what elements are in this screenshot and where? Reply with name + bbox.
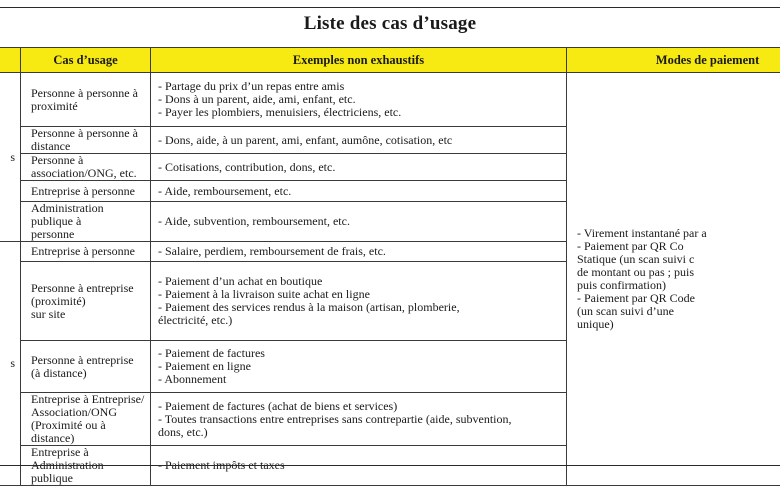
payment-modes-cell <box>567 73 780 486</box>
example-line: - Paiement en ligne <box>158 360 558 373</box>
use-case-cell <box>21 73 151 127</box>
examples-cell <box>151 154 567 181</box>
use-case-text: Administration publique <box>31 459 145 485</box>
examples-cell <box>151 341 567 393</box>
bottom-rule <box>0 465 780 466</box>
use-case-cell <box>21 262 151 341</box>
example-line: - Toutes transactions entre entreprises sans contrepartie (aide, subvention, <box>158 413 558 426</box>
use-case-cell <box>21 202 151 242</box>
use-case-text: Entreprise à personne <box>31 244 135 258</box>
top-rule <box>0 7 780 8</box>
payment-mode-line: de montant ou pas ; puis <box>577 266 780 279</box>
payment-mode-line: (un scan suivi d’une <box>577 305 780 318</box>
payment-mode-line: - Paiement par QR Code <box>577 292 780 305</box>
use-case-cell <box>21 181 151 202</box>
group-label-cell <box>0 242 21 486</box>
example-line: dons, etc.) <box>158 426 558 439</box>
use-case-text: Personne à personne à distance <box>31 126 138 153</box>
group-label: s <box>10 150 15 164</box>
payment-mode-line: Statique (un scan suivi c <box>577 253 780 266</box>
payment-mode-line: - Virement instantané par a <box>577 227 780 240</box>
page-title: Liste des cas d’usage <box>0 13 780 35</box>
use-case-text: (proximité) <box>31 295 145 308</box>
example-line: électricité, etc.) <box>158 314 558 327</box>
example-line: - Paiement de factures (achat de biens et services) <box>158 400 558 413</box>
example-line: - Paiement à la livraison suite achat en ligne <box>158 288 558 301</box>
table-header-row <box>0 48 780 73</box>
group-label-cell <box>0 73 21 242</box>
example-line: - Partage du prix d’un repas entre amis <box>158 80 558 93</box>
use-case-cell <box>21 393 151 446</box>
use-case-text: Personne à entreprise (à distance) <box>31 353 134 380</box>
use-case-cell <box>21 154 151 181</box>
examples-cell <box>151 393 567 446</box>
header-category <box>0 48 21 73</box>
header-examples: Exemples non exhaustifs <box>151 48 567 73</box>
table-row <box>0 73 780 127</box>
use-case-text: Administration publique à <box>31 202 145 228</box>
payment-mode-line: unique) <box>577 318 780 331</box>
use-case-text: Personne à entreprise <box>31 282 145 295</box>
examples-cell <box>151 262 567 341</box>
example-line: - Cotisations, contribution, dons, etc. <box>158 161 558 174</box>
example-line: - Dons, aide, à un parent, ami, enfant, aumône, cotisation, etc <box>158 134 558 147</box>
examples-cell <box>151 73 567 127</box>
example-line: - Dons à un parent, aide, ami, enfant, etc. <box>158 93 558 106</box>
examples-cell <box>151 181 567 202</box>
example-line: - Aide, remboursement, etc. <box>158 185 558 198</box>
use-case-text: personne <box>31 228 145 241</box>
use-case-cell <box>21 341 151 393</box>
use-case-text: Association/ONG (Proximité ou à <box>31 406 145 432</box>
examples-cell <box>151 202 567 242</box>
example-line: - Abonnement <box>158 373 558 386</box>
header-payment-modes: Modes de paiement <box>567 48 780 73</box>
use-case-text: distance) <box>31 432 145 445</box>
payment-mode-line: puis confirmation) <box>577 279 780 292</box>
example-line: - Aide, subvention, remboursement, etc. <box>158 215 558 228</box>
example-line: - Paiement de factures <box>158 347 558 360</box>
use-case-text: Entreprise à <box>31 446 145 459</box>
example-line: - Salaire, perdiem, remboursement de frais, etc. <box>158 245 558 258</box>
use-case-table <box>0 47 780 486</box>
payment-mode-line: - Paiement par QR Co <box>577 240 780 253</box>
use-case-text: Personne à personne à proximité <box>31 86 138 113</box>
use-case-text: Personne à association/ONG, etc. <box>31 153 137 180</box>
example-line: - Paiement impôts et taxes <box>158 459 558 472</box>
header-use-case: Cas d’usage <box>21 48 151 73</box>
use-case-text: Entreprise à Entreprise/ <box>31 393 145 406</box>
group-label: s <box>10 356 15 370</box>
use-case-cell <box>21 242 151 262</box>
example-line: - Payer les plombiers, menuisiers, électriciens, etc. <box>158 106 558 119</box>
examples-cell <box>151 242 567 262</box>
example-line: - Paiement des services rendus à la maison (artisan, plomberie, <box>158 301 558 314</box>
use-case-text: sur site <box>31 308 145 321</box>
use-case-cell <box>21 127 151 154</box>
example-line: - Paiement d’un achat en boutique <box>158 275 558 288</box>
use-case-text: Entreprise à personne <box>31 184 135 198</box>
examples-cell <box>151 127 567 154</box>
